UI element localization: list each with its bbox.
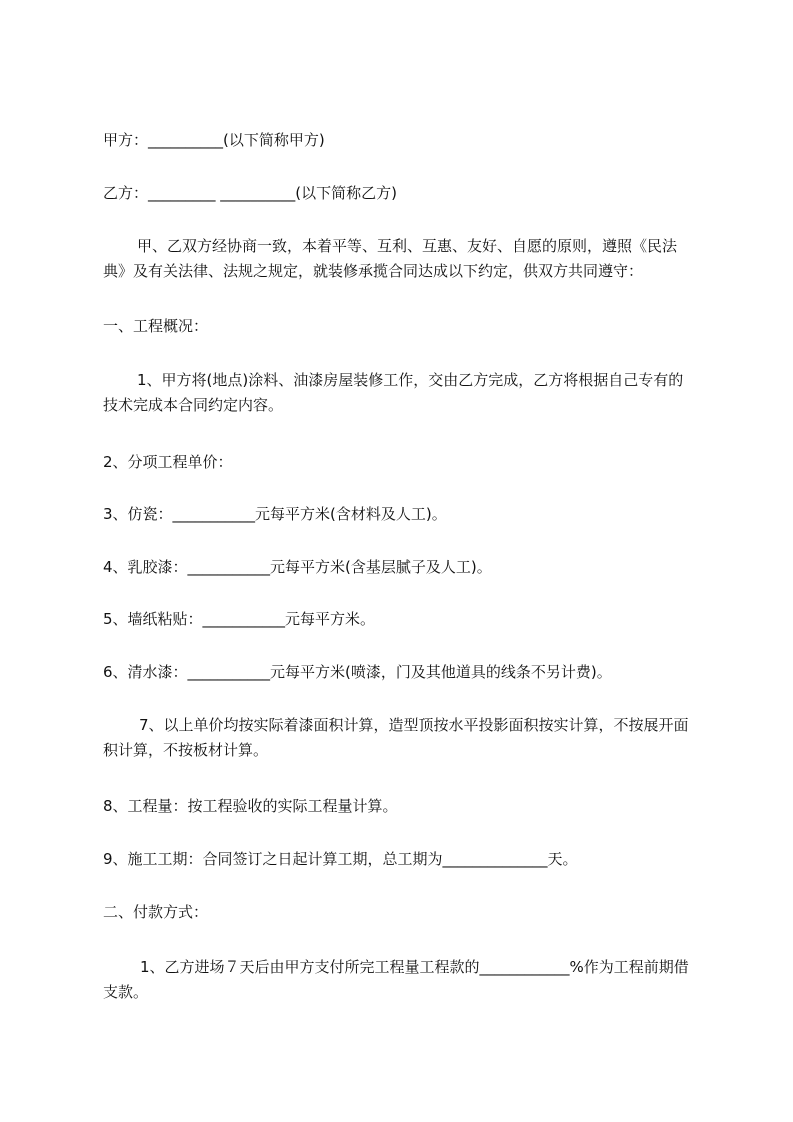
clause-1-6: 6、清水漆：___________元每平方米(喷漆，门及其他道具的线条不另计费)。: [103, 663, 612, 681]
clause-1-9: 9、施工工期：合同签订之日起计算工期，总工期为______________天。: [103, 850, 578, 868]
clause-1-7: 7、以上单价均按实际着漆面积计算，造型顶按水平投影面积按实计算，不按展开面积计算，不按板材计算。: [103, 716, 689, 759]
clause-1-4: 4、乳胶漆：___________元每平方米(含基层腻子及人工)。: [103, 558, 492, 576]
preamble-paragraph: 甲、乙双方经协商一致，本着平等、互利、互惠、友好、自愿的原则，遵照《民法典》及有关法律、法规之规定，就装修承揽合同达成以下约定，供双方共同遵守：: [103, 237, 678, 280]
clause-1-5: 5、墙纸粘贴：___________元每平方米。: [103, 610, 376, 628]
clause-2-1: 1、乙方进场７天后由甲方支付所完工程量工程款的____________%作为工程前期借支款。: [103, 958, 689, 1001]
clause-1-1: 1、甲方将(地点)涂料、油漆房屋装修工作，交由乙方完成，乙方将根据自己专有的技术完成本合同约定内容。: [103, 371, 684, 414]
clause-1-3: 3、仿瓷：___________元每平方米(含材料及人工)。: [103, 505, 447, 523]
party-b-line: 乙方：_________ __________(以下简称乙方): [103, 184, 397, 202]
party-a-line: 甲方：__________(以下简称甲方): [103, 131, 325, 149]
clause-1-8: 8、工程量：按工程验收的实际工程量计算。: [103, 797, 398, 815]
section-1-title: 一、工程概况：: [103, 317, 209, 335]
clause-1-2: 2、分项工程单价：: [103, 453, 233, 471]
section-2-title: 二、付款方式：: [103, 903, 209, 921]
